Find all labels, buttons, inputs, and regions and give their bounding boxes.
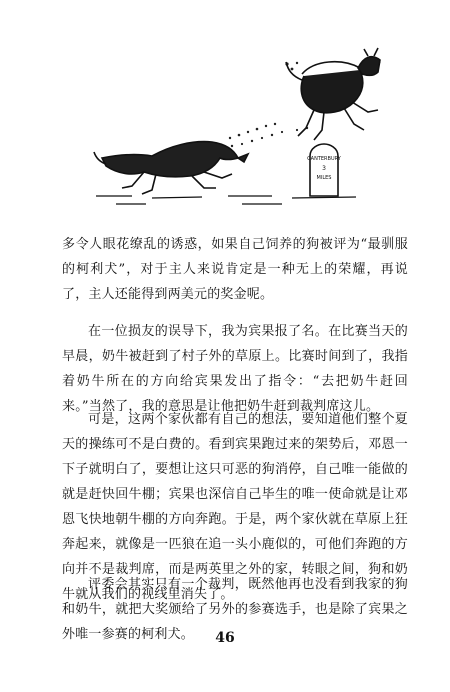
milestone-line-1: CANTERBURY	[307, 156, 341, 162]
paragraph-4: 评委会其实只有一个裁判，既然他再也没看到我家的狗和奶牛，就把大奖颁给了另外的参赛选手，也是除了宾果之外唯一参赛的柯利犬。	[62, 577, 408, 642]
dog-figure	[94, 142, 248, 194]
paragraph-1: 多令人眼花缭乱的诱惑，如果自己饲养的狗被评为“最驯服的柯利犬”，对于主人来说肯定是一种无上的荣耀，再说了，主人还能得到两美元的奖金呢。	[62, 237, 408, 302]
milestone-marker	[307, 144, 342, 196]
dog-chasing-cow-drawing	[92, 46, 382, 216]
motion-trail	[229, 62, 308, 147]
cow-figure	[286, 48, 380, 140]
chase-illustration	[92, 46, 382, 216]
page-number: 46	[215, 630, 235, 646]
paragraph-2: 在一位损友的误导下，我为宾果报了名。在比赛当天的早晨，奶牛被赶到了村子外的草原上。比赛时间到了，我指着奶牛所在的方向给宾果发出了指令：“去把奶牛赶回来。”当然了，我的意思是让他把奶牛赶到裁判席这儿。	[62, 324, 408, 414]
paragraph-3: 可是，这两个家伙都有自己的想法，要知道他们整个夏天的操练可不是白费的。看到宾果跑过来的架势后，邓恩一下子就明白了，要想让这只可恶的狗消停，自己唯一能做的就是赶快回牛棚；宾果也深信自己毕生的唯一使命就是让邓恩飞快地朝牛棚的方向奔跑。于是，两个家伙就在草原上狂奔起来，就像是一匹狼在追一头小鹿似的，可他们奔跑的方向并不是裁判席，而是两英里之外的家，转眼之间，狗和奶牛就从我们的视线里消失了。	[62, 412, 408, 602]
milestone-line-3: MILES	[316, 175, 332, 181]
milestone-line-2: 3	[322, 165, 326, 172]
ground-lines	[96, 196, 356, 204]
